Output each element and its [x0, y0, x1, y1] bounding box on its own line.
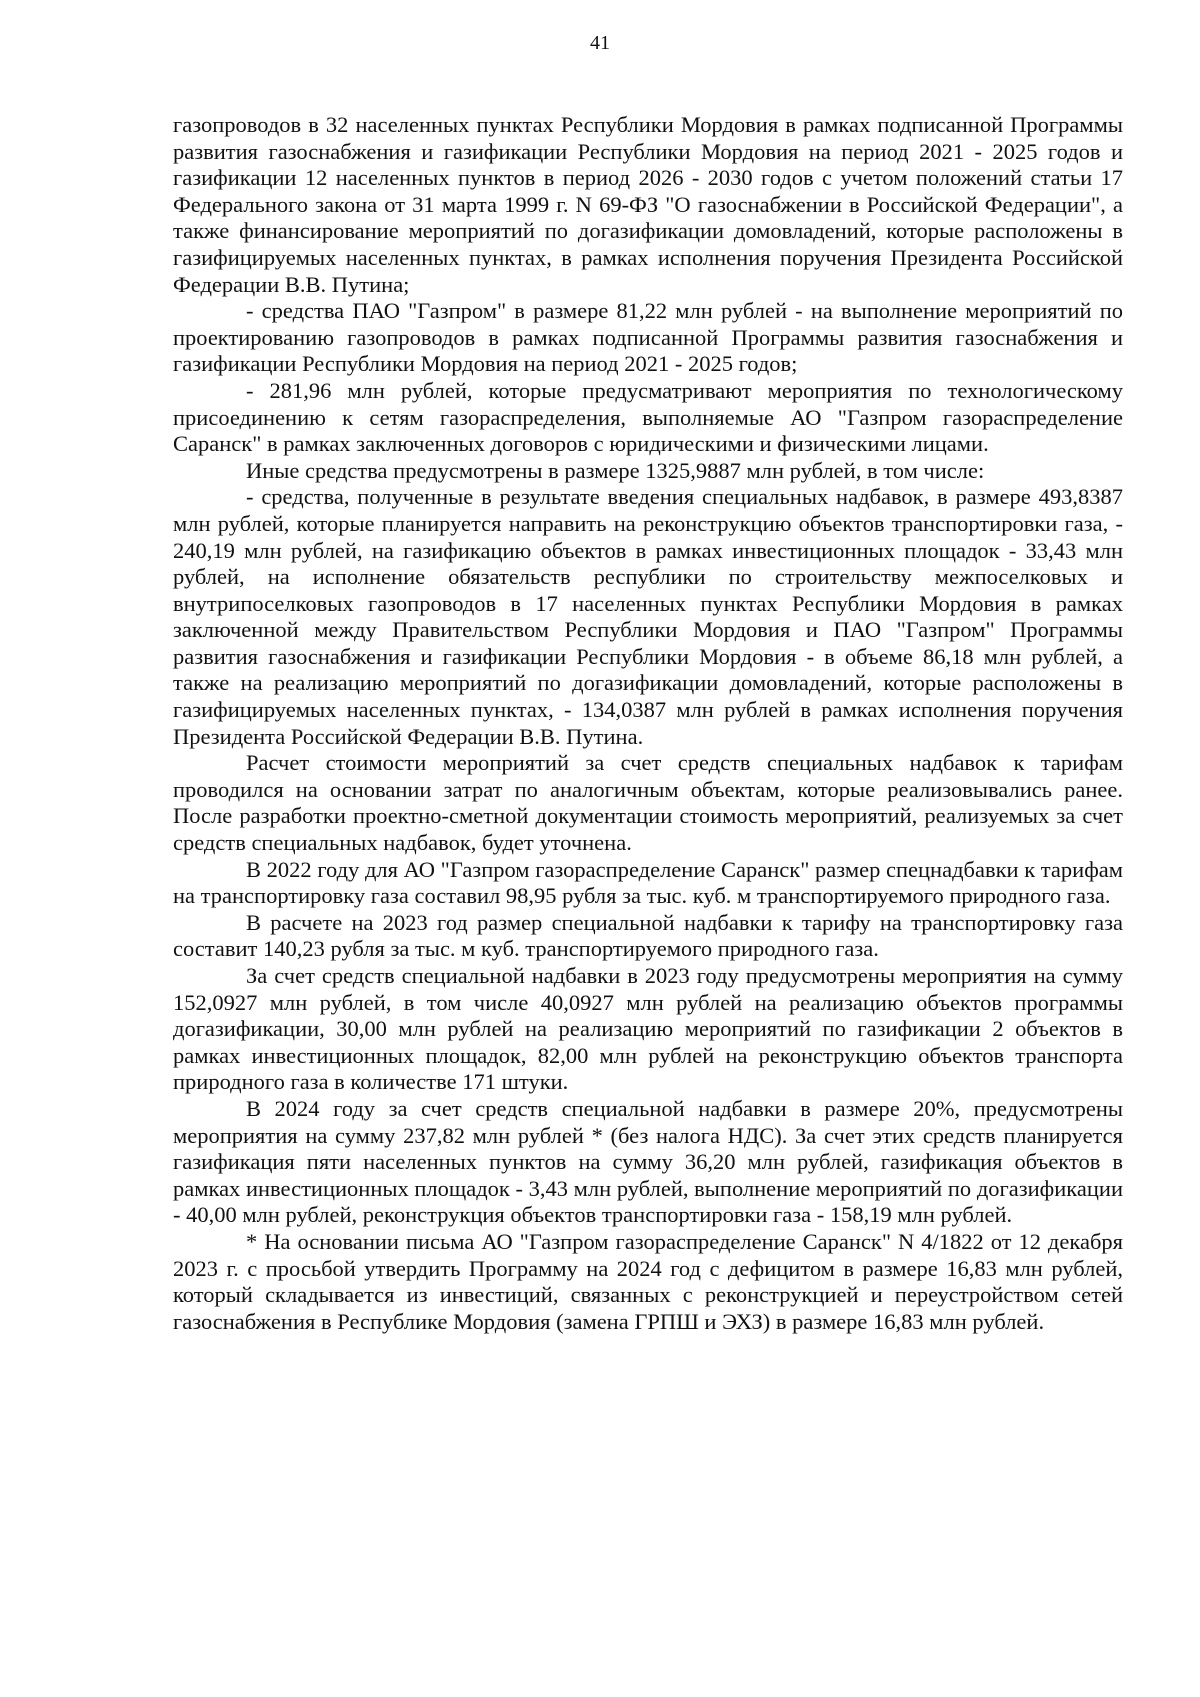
- paragraph-1: газопроводов в 32 населенных пунктах Республики Мордовия в рамках подписанной Программы развития газоснабжения и газификации Республики Мордовия на период 2021 - 2025 годов и газификации 12 населенных пунктов в период 2026 - 2030 годов с учетом положений статьи 17 Федерального закона от 31 марта 1999 г. N 69-ФЗ "О газоснабжении в Российской Федерации", а также финансирование мероприятий по догазификации домовладений, которые расположены в газифицируемых населенных пунктах, в рамках исполнения поручения Президента Российской Федерации В.В. Путина;: [173, 112, 1123, 297]
- paragraph-5: - средства, полученные в результате введения специальных надбавок, в размере 493,8387 млн рублей, которые планируется направить на реконструкцию объектов транспортировки газа, - 240,19 млн рублей, на газификацию объектов в рамках инвестиционных площадок - 33,43 млн рублей, на исполнение обязательств республики по строительству межпоселковых и внутрипоселковых газопроводов в 17 населенных пунктах Республики Мордовия в рамках заключенной между Правительством Республики Мордовия и ПАО "Газпром" Программы развития газоснабжения и газификации Республики Мордовия - в объеме 86,18 млн рублей, а также на реализацию мероприятий по догазификации домовладений, которые расположены в газифицируемых населенных пунктах, - 134,0387 млн рублей в рамках исполнения поручения Президента Российской Федерации В.В. Путина.: [173, 484, 1123, 749]
- page-number: 41: [590, 32, 610, 54]
- footnote-paragraph: * На основании письма АО "Газпром газораспределение Саранск" N 4/1822 от 12 декабря 2023 г. с просьбой утвердить Программу на 2024 год с дефицитом в размере 16,83 млн рублей, который складывается из инвестиций, связанных с реконструкцией и переустройством сетей газоснабжения в Республике Мордовия (замена ГРПШ и ЭХЗ) в размере 16,83 млн рублей.: [173, 1228, 1123, 1334]
- paragraph-4: Иные средства предусмотрены в размере 1325,9887 млн рублей, в том числе:: [246, 457, 985, 483]
- paragraph-7: В 2022 году для АО "Газпром газораспределение Саранск" размер спецнадбавки к тарифам на транспортировку газа составил 98,95 рубля за тыс. куб. м транспортируемого природного газа.: [173, 856, 1123, 909]
- paragraph-6: Расчет стоимости мероприятий за счет средств специальных надбавок к тарифам проводился на основании затрат по аналогичным объектам, которые реализовывались ранее. После разработки проектно-сметной документации стоимость мероприятий, реализуемых за счет средств специальных надбавок, будет уточнена.: [173, 750, 1123, 856]
- paragraph-2: - средства ПАО "Газпром" в размере 81,22 млн рублей - на выполнение мероприятий по проектированию газопроводов в рамках подписанной Программы развития газоснабжения и газификации Республики Мордовия на период 2021 - 2025 годов;: [173, 298, 1123, 377]
- document-body: [173, 112, 1123, 1335]
- paragraph-10: В 2024 году за счет средств специальной надбавки в размере 20%, предусмотрены мероприятия на сумму 237,82 млн рублей * (без налога НДС). За счет этих средств планируется газификация пяти населенных пунктов на сумму 36,20 млн рублей, газификация объектов в рамках инвестиционных площадок - 3,43 млн рублей, выполнение мероприятий по догазификации - 40,00 млн рублей, реконструкция объектов транспортировки газа - 158,19 млн рублей.: [173, 1095, 1123, 1228]
- paragraph-3: - 281,96 млн рублей, которые предусматривают мероприятия по технологическому присоединению к сетям газораспределения, выполняемые АО "Газпром газораспределение Саранск" в рамках заключенных договоров с юридическими и физическими лицами.: [173, 377, 1123, 457]
- paragraph-9: За счет средств специальной надбавки в 2023 году предусмотрены мероприятия на сумму 152,0927 млн рублей, в том числе 40,0927 млн рублей на реализацию объектов программы догазификации, 30,00 млн рублей на реализацию мероприятий по газификации 2 объектов в рамках инвестиционных площадок, 82,00 млн рублей на реконструкцию объектов транспорта природного газа в количестве 171 штуки.: [173, 963, 1123, 1095]
- paragraph-8: В расчете на 2023 год размер специальной надбавки к тарифу на транспортировку газа составит 140,23 рубля за тыс. м куб. транспортируемого природного газа.: [173, 909, 1123, 962]
